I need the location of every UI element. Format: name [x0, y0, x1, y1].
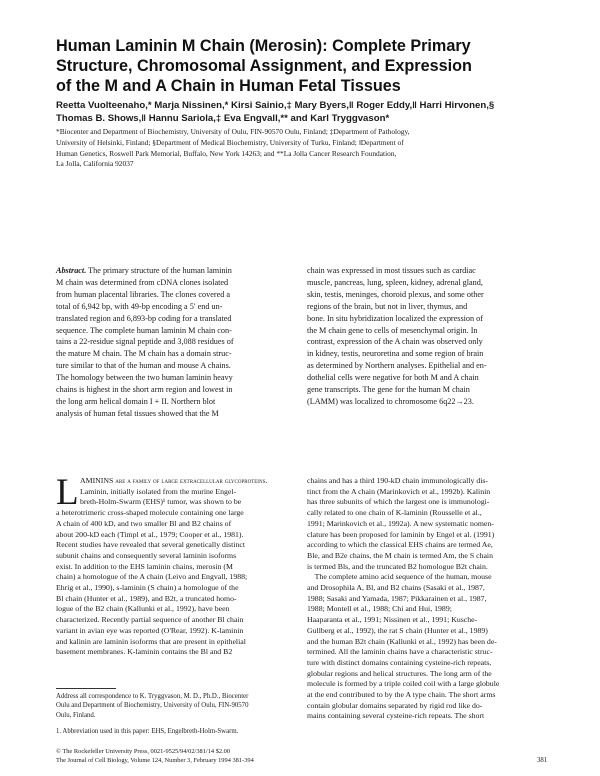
body-line: clature has been proposed for laminin by Engel et al. (1991)	[307, 529, 495, 539]
body-line: has three subunits of which the largest one is immunologi-	[307, 497, 490, 507]
abstract-line: skin, testis, meninges, choroid plexus, and some other	[307, 289, 484, 299]
title-line: of the M and A Chain in Human Fetal Tissues	[56, 77, 401, 95]
body-line: globular regions and helical structures. The long arm of the	[307, 668, 492, 678]
body-left-column	[56, 472, 292, 658]
abstract-line: regions of the brain, but not in liver, thymus, and	[307, 301, 468, 311]
abstract-line: the M chain gene to cells of mesenchymal origin. In	[307, 325, 478, 335]
abstract-text: The primary structure of the human laminin	[86, 266, 232, 275]
affiliations	[56, 127, 556, 170]
body-line: 1991; Marinkovich et al., 1992a). A new systematic nomen-	[307, 518, 494, 528]
footnote-line: Address all correspondence to K. Tryggvason, M. D., Ph.D., Biocenter	[56, 693, 249, 700]
body-line: breth-Holm-Swarm (EHS)¹ tumor, was shown to be	[80, 497, 242, 507]
body-line: characterized. Recently partial sequence of another Bl chain	[56, 615, 244, 625]
body-line: Ble, and B2e chains, the M chain is termed Am, the S chain	[307, 550, 494, 560]
body-line: at the end contributed to by the A type chain. The short arms	[307, 690, 496, 700]
body-line: variant in avian eye was reported (O'Rear, 1992). K-laminin	[56, 625, 244, 635]
footnote-rule	[56, 688, 116, 689]
body-line: Laminin, initially isolated from the murine Engel-	[80, 486, 237, 496]
body-line: The complete amino acid sequence of the human, mouse	[307, 572, 492, 582]
abstract-line: (LAMM) was localized to chromosome 6q22→23.	[307, 396, 474, 406]
abstract-line: as determined by Northern analyses. Epithelial and en-	[307, 361, 487, 371]
body-line: about 200-kD each (Timpl et al., 1979; Cooper et al., 1981).	[56, 529, 244, 539]
abstract-line: bone. In situ hybridization localized the expression of	[307, 313, 483, 323]
author-list	[56, 100, 556, 125]
body-line: Gullberg et al., 1992), the rat S chain (Hunter et al., 1989)	[307, 625, 488, 635]
body-line: contain globular domains separated by rigid rod like do-	[307, 700, 483, 710]
body-line: logue of the B2 chain (Kallunki et al., 1992), have been	[56, 604, 230, 614]
body-line: and kalinin are laminin isoforms that are present in epithelial	[56, 636, 246, 646]
body-line: a heterotrimeric cross-shaped molecule containing one large	[56, 508, 244, 518]
body-line: is termed Bls, and the truncated B2 homologue B2t chain.	[307, 561, 488, 571]
authors-line: Reetta Vuolteenaho,* Marja Nissinen,* Kirsi Sainio,‡ Mary Byers,‖ Roger Eddy,‖ Harri Hirvonen,§	[56, 100, 495, 111]
abstract-line: sequence. The complete human laminin M chain con-	[56, 325, 232, 335]
authors-line: Thomas B. Shows,‖ Hannu Sariola,‡ Eva Engvall,** and Karl Tryggvason*	[56, 112, 390, 124]
abstract-line: dothelial cells were negative for both M and A chain	[307, 373, 479, 383]
body-line: exist. In addition to the EHS laminin chains, merosin (M	[56, 561, 233, 571]
body-line: termined. All the laminin chains have a characteristic struc-	[307, 647, 493, 657]
paper-title	[56, 36, 526, 96]
affiliation-line: Human Genetics, Roswell Park Memorial, Buffalo, New York 14263; and **La Jolla Cancer Research Foundation,	[56, 148, 397, 158]
copyright-line: The Journal of Cell Biology, Volume 124, Number 3, February 1994 381-394	[56, 756, 254, 764]
body-line: Recent studies have revealed that several genetically distinct	[56, 540, 245, 550]
body-line: cally related to one chain of K-laminin (Rousselle et al.,	[307, 508, 482, 518]
body-line: molecule is formed by a triple coiled coil with a large globule	[307, 679, 500, 689]
body-line: ture with distinct domains containing cysteine-rich repeats,	[307, 657, 492, 667]
copyright-line: © The Rockefeller University Press, 0021-9525/94/02/381/14 $2.00	[56, 748, 231, 755]
abstract-heading: Abstract.	[56, 266, 87, 275]
abstract-line: tains a 22-residue signal peptide and 3,088 residues of	[56, 337, 234, 347]
abstract-first-line	[56, 265, 288, 277]
title-line: Human Laminin M Chain (Merosin): Complete Primary	[56, 37, 471, 55]
body-line: 1988; Montell et al., 1988; Chi and Hui, 1989;	[307, 604, 452, 614]
abstract-line: translated region and 6,893-bp coding for a translated	[56, 313, 232, 323]
body-line: chain) a homologue of the A chain (Leivo and Engvall, 1988;	[56, 572, 248, 582]
footnote-line: Oulu and Department of Biochemistry, University of Oulu, FIN-90570	[56, 702, 249, 710]
body-line: AMININS are a family of large extracellular glycoproteins.	[80, 476, 268, 485]
abstract-line: total of 6,942 bp, with 49-bp encoding a 5′ end un-	[56, 301, 223, 311]
footnotes	[56, 692, 292, 737]
body-line: and Drosophila A, Bl, and B2 chains (Sasaki et al., 1987,	[307, 583, 485, 593]
abstract-left-column	[56, 265, 288, 420]
body-line: Haaparanta et al., 1991; Nissinen et al., 1991; Kusche-	[307, 615, 478, 625]
abstract-right-column	[307, 265, 547, 408]
page-number: 381	[537, 757, 548, 764]
body-line: basement membranes. K-laminin contains the Bl and B2	[56, 647, 233, 657]
abstract-line: contrast, expression of the A chain was observed only	[307, 337, 483, 347]
footnote-gap	[56, 720, 292, 727]
body-line: mains containing several cysteine-rich repeats. The short	[307, 711, 485, 721]
body-line: 1988; Sasaki and Yamada, 1987; Pikkarainen et al., 1987,	[307, 593, 487, 603]
body-line: Ehrig et al., 1990), s-laminin (S chain) a homologue of the	[56, 583, 239, 593]
abstract-line: ture similar to that of the human and mouse A chains.	[56, 361, 231, 371]
body-line: A chain of 400 kD, and two smaller Bl and B2 chains of	[56, 518, 232, 528]
abstract-line: gene transcripts. The gene for the human M chain	[307, 385, 470, 395]
footnote-line: Oulu, Finland.	[56, 711, 96, 719]
abstract-line: muscle, pancreas, lung, spleen, kidney, adrenal gland,	[307, 277, 483, 287]
abstract-line: chain was expressed in most tissues such as cardiac	[307, 266, 476, 275]
body-line: according to which the classical EHS chains are termed Ae,	[307, 540, 493, 550]
abstract-line: the long arm helical domain I + II. Northern blot	[56, 396, 216, 406]
drop-cap: L	[56, 472, 79, 513]
abstract-line: The homology between the two human laminin heavy	[56, 373, 233, 383]
abbreviation-footnote: 1. Abbreviation used in this paper: EHS, Engelbreth-Holm-Swarm.	[56, 728, 239, 736]
affiliation-line: La Jolla, California 92037	[56, 159, 134, 169]
affiliation-line: University of Helsinki, Finland; §Department of Medical Biochemistry, University of Turku, Finland; ‖Department of	[56, 137, 404, 147]
body-line: and the human B2t chain (Kallunki et al., 1992) has been de-	[307, 636, 497, 646]
affiliation-line: *Biocenter and Department of Biochemistry, University of Oulu, FIN-90570 Oulu, Finland; ‡Department of Pathology,	[56, 127, 410, 136]
body-line: Bl chain (Hunter et al., 1989), and B2t, a truncated homo-	[56, 593, 237, 603]
abstract-line: the mature M chain. The M chain has a domain struc-	[56, 349, 232, 359]
title-line: Structure, Chromosomal Assignment, and Expression	[56, 57, 472, 75]
body-line: subunit chains and consequently several laminin isoforms	[56, 550, 237, 560]
abstract-line: chains is highest in the short arm region and lowest in	[56, 385, 233, 395]
abstract-line: M chain was determined from cDNA clones isolated	[56, 277, 229, 287]
body-line: tinct from the A chain (Marinkovich et al., 1992b). Kalinin	[307, 486, 491, 496]
copyright-notice	[56, 748, 496, 766]
abstract-line: from human placental libraries. The clones covered a	[56, 289, 230, 299]
body-line: chains and has a third 190-kD chain immunologically dis-	[307, 476, 489, 485]
body-right-column	[307, 476, 549, 722]
abstract-line: in kidney, testis, neuroretina and some region of brain	[307, 349, 484, 359]
abstract-line: analysis of human fetal tissues showed that the M	[56, 408, 219, 418]
